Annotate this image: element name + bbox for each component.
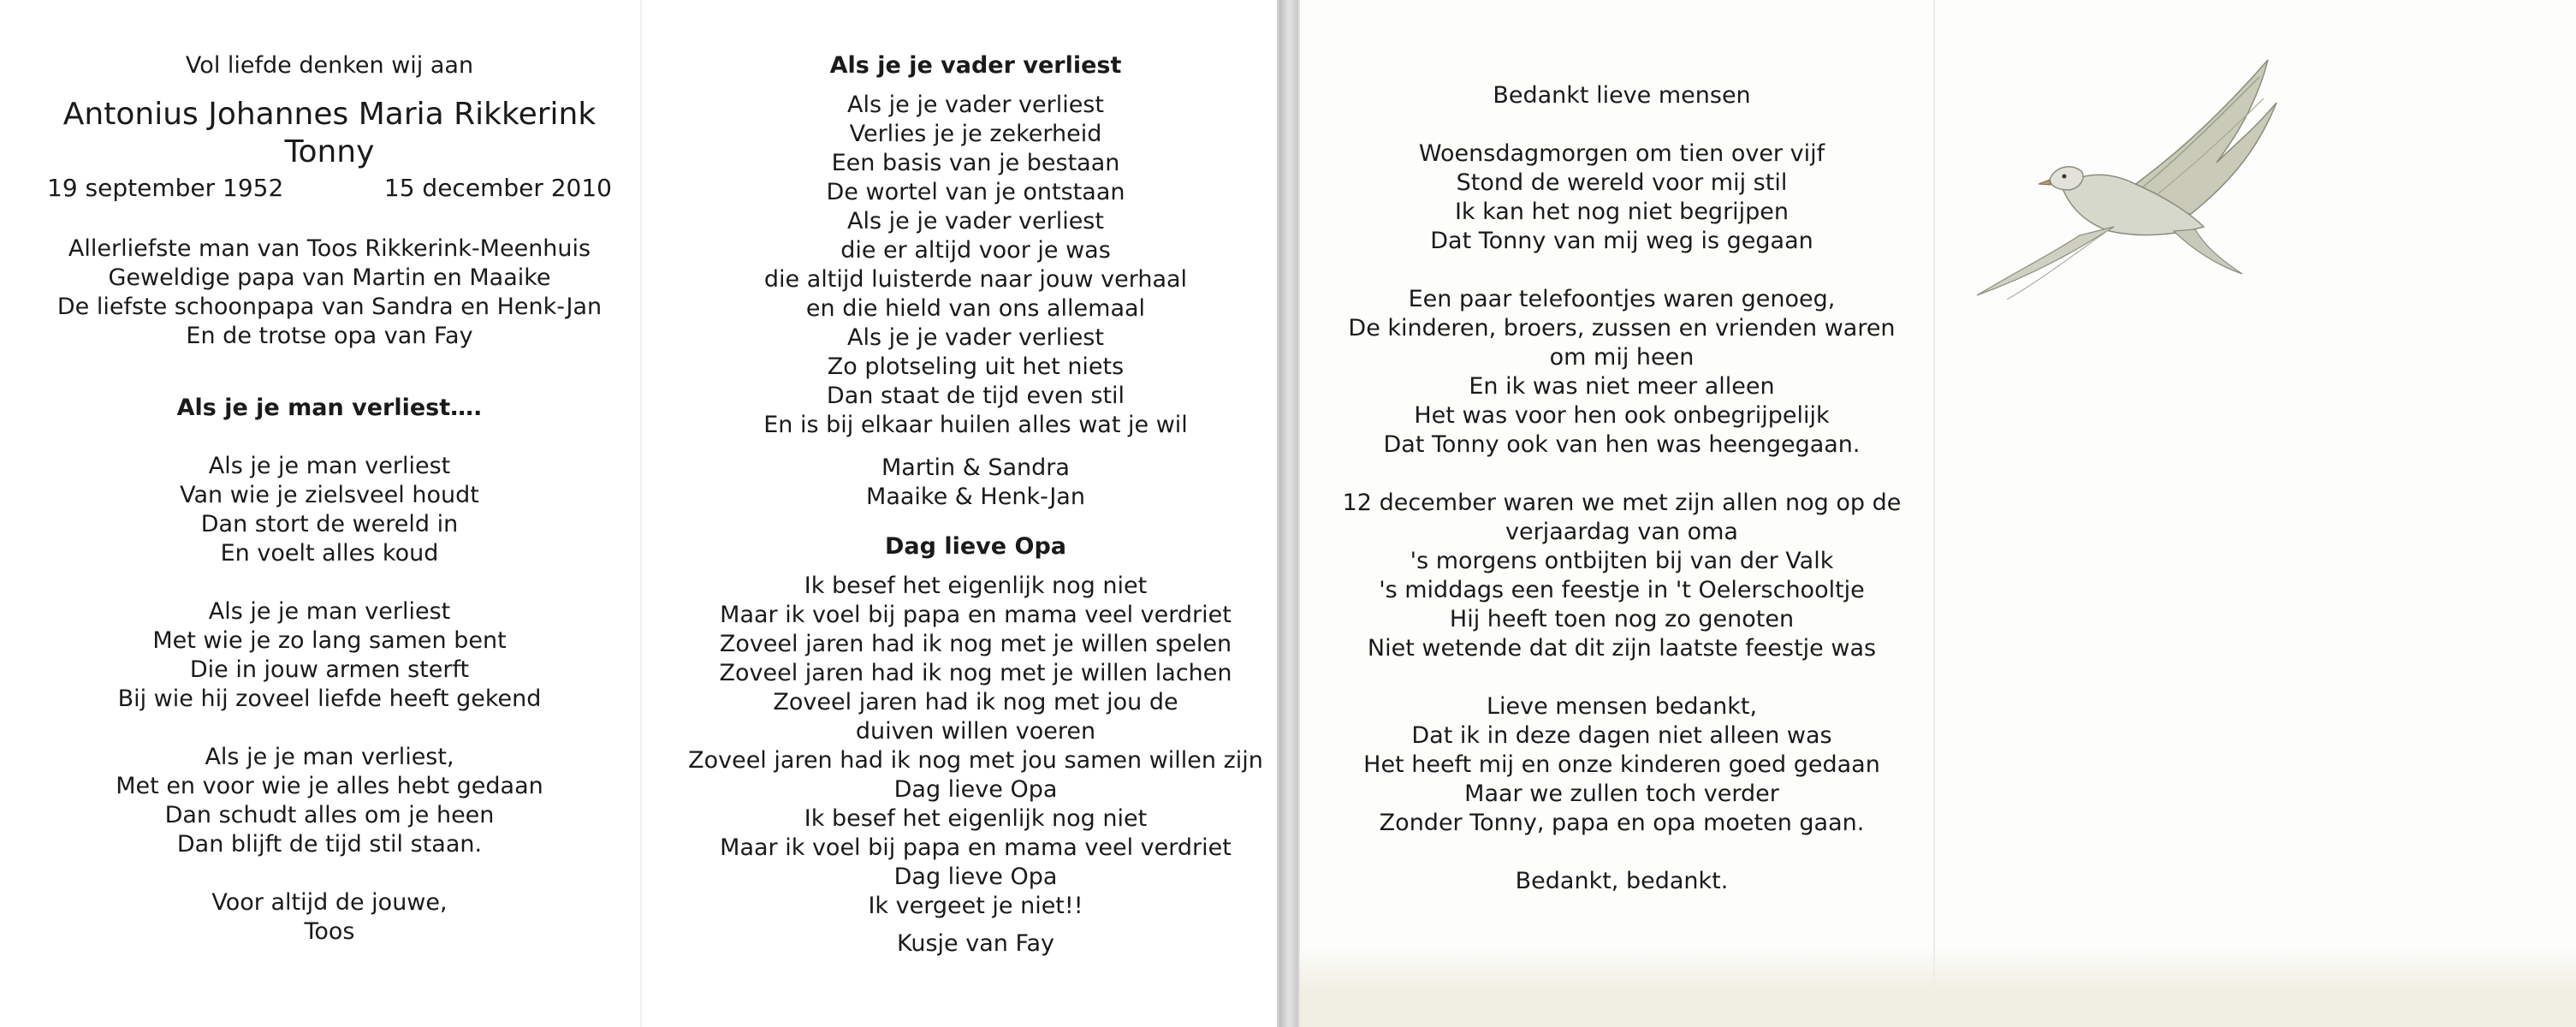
signature-line: Martin & Sandra (881, 454, 1070, 481)
thank-you-closing: Bedankt, bedankt. (1515, 868, 1729, 894)
poem-line: Dan staat de tijd even stil (826, 383, 1125, 409)
poem-line: Van wie je zielsveel houdt (180, 482, 479, 508)
text-line: Een paar telefoontjes waren genoeg, (1408, 286, 1836, 312)
poem-line: Met wie je zo lang samen bent (152, 627, 507, 654)
thank-you-paragraph (1309, 489, 1934, 663)
poem-line: Als je je man verliest (208, 453, 451, 479)
poem-stanza (9, 452, 650, 568)
poem-line: Ik besef het eigenlijk nog niet (804, 573, 1148, 599)
poem-line: Bij wie hij zoveel liefde heeft gekend (117, 686, 542, 712)
text-line: Het heeft mij en onze kinderen goed gedaan (1363, 751, 1880, 778)
poem-stanza (9, 597, 650, 714)
memorial-column-1 (9, 51, 650, 947)
poem-line: Als je je man verliest (208, 598, 451, 625)
family-lines (9, 234, 650, 351)
poem-line: En voelt alles koud (220, 540, 439, 567)
poem-title: Als je je vader verliest (829, 52, 1122, 79)
poem-line: Zoveel jaren had ik nog met je willen spelen (719, 631, 1232, 657)
poem-line: Dan blijft de tijd stil staan. (176, 831, 483, 858)
closing-line: Voor altijd de jouwe, (211, 889, 448, 916)
poem-stanza (9, 743, 650, 859)
poem-line: Als je je vader verliest (847, 92, 1104, 118)
poem-line: Dan stort de wereld in (200, 511, 459, 537)
poem2-signature: Kusje van Fay (896, 930, 1055, 957)
life-dates (47, 171, 612, 205)
poem-line: En is bij elkaar huilen alles wat je wil (763, 412, 1188, 438)
memorial-column-2 (668, 51, 1284, 959)
closing-signature (9, 888, 650, 947)
text-line: Dat Tonny ook van hen was heengegaan. (1383, 431, 1861, 458)
poem-title: Als je je man verliest…. (176, 395, 483, 421)
poem-line: duiven willen voeren (855, 718, 1096, 745)
deceased-name: Antonius Johannes Maria Rikkerink (62, 97, 597, 132)
poem-line: Die in jouw armen sterft (189, 656, 470, 683)
thank-you-paragraph (1309, 140, 1934, 256)
poem-line: Ik vergeet je niet!! (868, 893, 1083, 919)
text-line: Lieve mensen bedankt, (1486, 693, 1758, 720)
text-line: Stond de wereld voor mij stil (1456, 169, 1788, 196)
text-line: Maar we zullen toch verder (1464, 781, 1779, 807)
thank-you-title: Bedankt lieve mensen (1493, 82, 1751, 109)
poem-line: Dag lieve Opa (893, 864, 1058, 890)
text-line: Het was voor hen ook onbegrijpelijk (1414, 402, 1830, 429)
text-line: 's morgens ontbijten bij van der Valk (1410, 548, 1834, 574)
paper-shading (1300, 946, 2576, 1027)
thank-you-paragraph (1309, 692, 1934, 838)
poem2-body (668, 572, 1284, 921)
poem-line: Zoveel jaren had ik nog met jou de (773, 689, 1178, 715)
thank-you-column (1309, 81, 1934, 896)
text-line: Dat Tonny van mij weg is gegaan (1430, 228, 1813, 254)
text-line: Hij heeft toen nog zo genoten (1449, 606, 1795, 632)
poem-line: die altijd luisterde naar jouw verhaal (763, 266, 1188, 293)
poem-line: De wortel van je ontstaan (826, 179, 1125, 205)
text-line: om mij heen (1549, 344, 1695, 371)
left-card (0, 0, 1279, 1027)
text-line: 's middags een feestje in 't Oelerschooltje (1379, 577, 1865, 603)
thank-you-paragraph (1309, 285, 1934, 460)
text-line: Niet wetende dat dit zijn laatste feestje was (1367, 635, 1877, 662)
poem-line: Maar ik voel bij papa en mama veel verdriet (720, 834, 1232, 861)
poem-line: Een basis van je bestaan (831, 150, 1120, 176)
deceased-nickname: Tonny (284, 134, 375, 169)
poem-line: Zoveel jaren had ik nog met jou samen willen zijn (688, 747, 1263, 774)
signature-line: Maaike & Henk-Jan (866, 484, 1085, 510)
closing-line: Toos (304, 918, 355, 945)
poem-line: Als je je vader verliest (847, 324, 1104, 351)
poem-line: Dag lieve Opa (893, 776, 1058, 803)
family-line: Allerliefste man van Toos Rikkerink-Meenhuis (68, 235, 591, 262)
poem-line: Met en voor wie je alles hebt gedaan (116, 773, 543, 799)
poem-line: Ik besef het eigenlijk nog niet (804, 805, 1148, 832)
poem-line: Verlies je je zekerheid (849, 121, 1102, 147)
text-line: Ik kan het nog niet begrijpen (1454, 199, 1790, 225)
text-line: verjaardag van oma (1505, 519, 1738, 545)
poem-line: Als je je man verliest, (205, 744, 454, 770)
poem-line: Zo plotseling uit het niets (827, 353, 1125, 380)
poem2-title: Dag lieve Opa (885, 533, 1066, 560)
family-line: En de trotse opa van Fay (186, 323, 473, 349)
birth-date: 19 september 1952 (47, 174, 284, 202)
text-line: En ik was niet meer alleen (1469, 373, 1775, 400)
text-line: De kinderen, broers, zussen en vrienden waren (1348, 315, 1896, 341)
poem-line: en die hield van ons allemaal (805, 295, 1146, 322)
poem-line: Zoveel jaren had ik nog met je willen lachen (719, 660, 1232, 686)
poem-signatures (668, 454, 1284, 512)
text-line: Dat ik in deze dagen niet alleen was (1411, 722, 1832, 749)
card-separator (1279, 0, 1298, 1027)
intro-text: Vol liefde denken wij aan (185, 52, 474, 79)
text-line: Zonder Tonny, papa en opa moeten gaan. (1379, 810, 1865, 836)
poem-line: Dan schudt alles om je heen (164, 802, 495, 828)
family-line: Geweldige papa van Martin en Maaike (108, 264, 551, 291)
poem-line: die er altijd voor je was (840, 237, 1111, 264)
dove-icon (1960, 43, 2319, 325)
text-line: 12 december waren we met zijn allen nog op de (1342, 490, 1902, 516)
text-line: Woensdagmorgen om tien over vijf (1418, 140, 1825, 167)
poem-body (668, 91, 1284, 440)
poem-line: Maar ik voel bij papa en mama veel verdriet (720, 602, 1232, 628)
family-line: De liefste schoonpapa van Sandra en Henk-Jan (56, 294, 602, 320)
poem-line: Als je je vader verliest (847, 208, 1104, 234)
death-date: 15 december 2010 (383, 174, 612, 202)
